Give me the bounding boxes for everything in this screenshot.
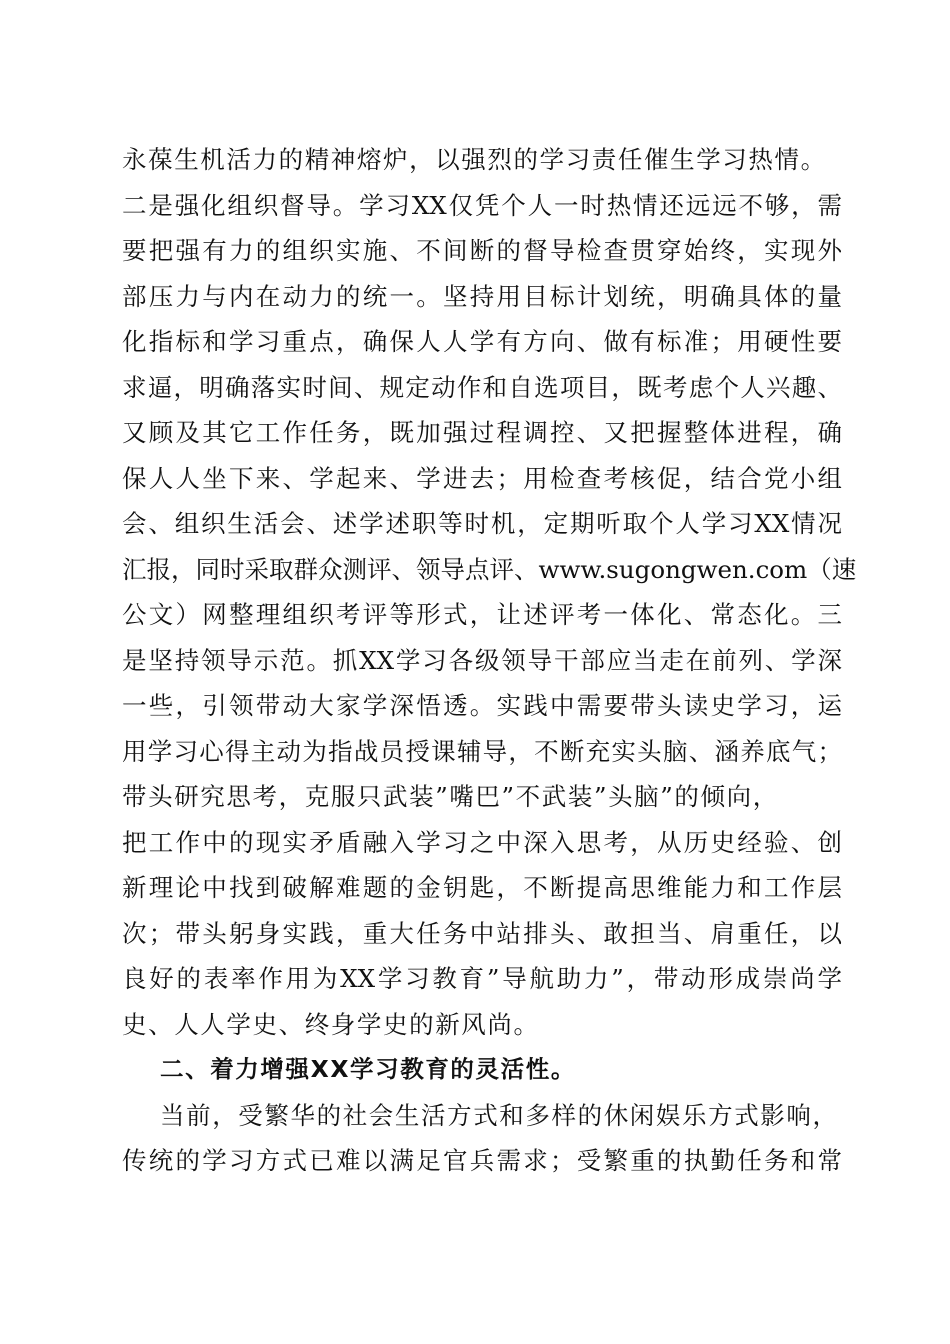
text-line-12: 是坚持领导示范。抓XX学习各级领导干部应当走在前列、学深	[122, 645, 842, 675]
text-line-20: 史、人人学史、终身学史的新风尚。	[122, 1009, 540, 1039]
text-line-10: 汇报，同时采取群众测评、领导点评、www.sugongwen.com（速	[122, 554, 857, 584]
text-line-5: 化指标和学习重点，确保人人学有方向、做有标准；用硬性要	[122, 327, 842, 356]
section-heading: 二、着力增强XX学习教育的灵活性。	[160, 1055, 576, 1083]
text-line-4: 部压力与内在动力的统一。坚持用目标计划统，明确具体的量	[122, 281, 842, 311]
text-line-1: 永葆生机活力的精神熔炉，以强烈的学习责任催生学习热情。	[122, 145, 827, 174]
text-line-14: 用学习心得主动为指战员授课辅导，不断充实头脑、涵养底气；	[122, 736, 842, 766]
text-line-7: 又顾及其它工作任务，既加强过程调控、又把握整体进程，确	[122, 418, 842, 447]
text-line-16: 把工作中的现实矛盾融入学习之中深入思考，从历史经验、创	[122, 827, 842, 857]
text-line-6: 求逼，明确落实时间、规定动作和自选项目，既考虑个人兴趣、	[122, 372, 842, 402]
text-line-22: 传统的学习方式已难以满足官兵需求；受繁重的执勤任务和常	[122, 1146, 842, 1175]
text-line-11: 公文）网整理组织考评等形式，让述评考一体化、常态化。三	[122, 600, 842, 629]
text-line-19: 良好的表率作用为XX学习教育”导航助力”，带动形成崇尚学	[122, 964, 842, 993]
text-line-3: 要把强有力的组织实施、不间断的督导检查贯穿始终，实现外	[122, 236, 842, 265]
text-line-15: 带头研究思考，克服只武装”嘴巴”不武装”头脑”的倾向，	[122, 782, 779, 811]
text-line-8: 保人人坐下来、学起来、学进去；用检查考核促，结合党小组	[122, 463, 842, 493]
text-line-13: 一些，引领带动大家学深悟透。实践中需要带头读史学习，运	[122, 691, 842, 720]
text-line-18: 次；带头躬身实践，重大任务中站排头、敢担当、肩重任，以	[122, 918, 842, 948]
text-line-21: 当前，受繁华的社会生活方式和多样的休闲娱乐方式影响，	[160, 1100, 839, 1130]
text-line-2: 二是强化组织督导。学习XX仅凭个人一时热情还远远不够，需	[122, 190, 842, 220]
text-line-9: 会、组织生活会、述学述职等时机，定期听取个人学习XX情况	[122, 509, 842, 538]
document-body	[122, 137, 857, 1184]
text-line-17: 新理论中找到破解难题的金钥匙，不断提高思维能力和工作层	[122, 873, 842, 902]
